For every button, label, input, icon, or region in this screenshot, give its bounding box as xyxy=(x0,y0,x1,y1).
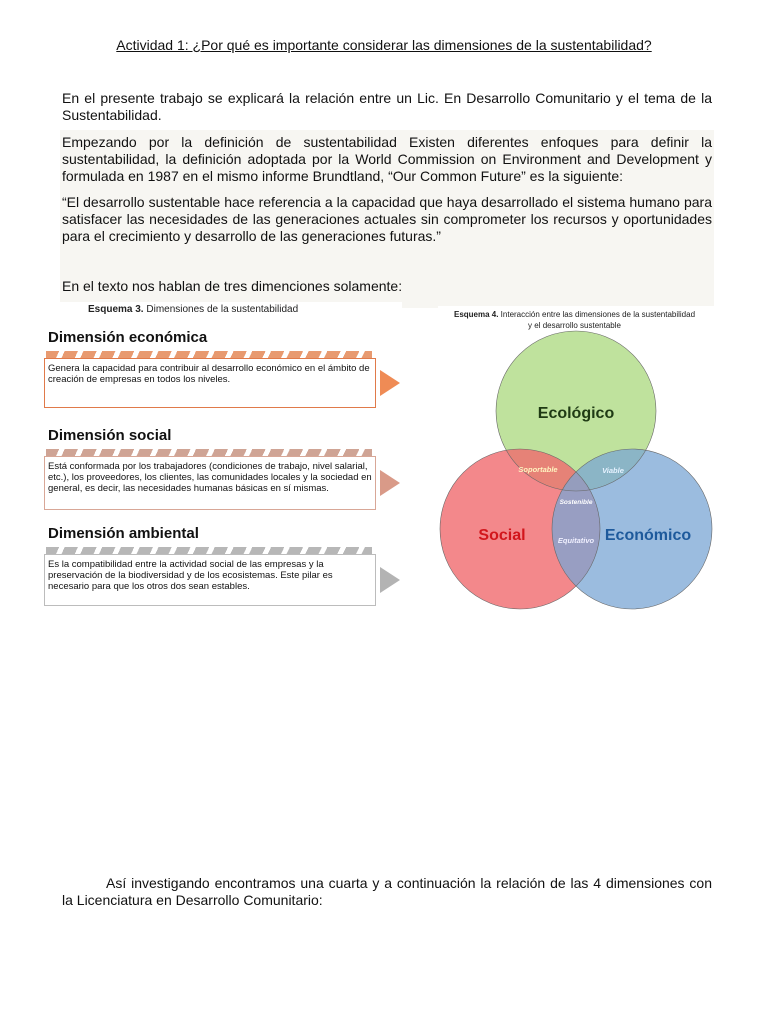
arrow-right-icon xyxy=(380,567,400,593)
venn-diagram xyxy=(438,306,714,612)
soportable-label: Soportable xyxy=(518,465,558,474)
viable-label: Viable xyxy=(602,466,624,475)
page-title: Actividad 1: ¿Por qué es importante considerar las dimensiones de la sustentabilidad? xyxy=(116,37,652,53)
scheme3-caption: Esquema 3. Dimensiones de la sustentabilidad xyxy=(88,304,299,315)
social-label: Social xyxy=(478,527,526,544)
dimension-social-box: Está conformada por los trabajadores (condiciones de trabajo, nivel salarial, etc.), los proveedores, los clientes, las comunidades locales y la sociedad en general, es decir, las necesidades humanas básicas en sí mismas. xyxy=(44,456,376,510)
dimension-social-stripe xyxy=(46,449,372,456)
paragraph-three-dimensions: En el texto nos hablan de tres dimenciones solamente: xyxy=(62,278,403,294)
dimension-economica-stripe xyxy=(46,351,372,358)
dimension-ambiental-title: Dimensión ambiental xyxy=(48,525,199,542)
paragraph-quote: “El desarrollo sustentable hace referencia a la capacidad que haya desarrollado el sistema humano para satisfacer las necesidades de las generaciones actuales sin comprometer los recursos y oportunidades para el crecimiento y desarrollo de las generaciones futuras.” xyxy=(62,194,712,244)
scheme4-caption: Esquema 4. Interacción entre las dimensiones de la sustentabilidad y el desarrollo sustentable xyxy=(453,310,696,330)
paragraph-intro: En el presente trabajo se explicará la relación entre un Lic. En Desarrollo Comunitario y el tema de la Sustentabilidad. xyxy=(62,90,712,123)
paragraph-definition: Empezando por la definición de sustentabilidad Existen diferentes enfoques para definir la sustentabilidad, la definición adoptada por la World Commission on Environment and Development y formulada en 1987 en el mismo informe Brundtland, “Our Common Future” es la siguiente: xyxy=(62,134,712,184)
dimension-ambiental-stripe xyxy=(46,547,372,554)
dimension-economica-box: Genera la capacidad para contribuir al desarrollo económico en el ámbito de creación de empresas en todos los niveles. xyxy=(44,358,376,408)
paragraph-fourth-dimension: Así investigando encontramos una cuarta y a continuación la relación de las 4 dimensiones con la Licenciatura en Desarrollo Comunitario: xyxy=(62,875,712,908)
economico-label: Económico xyxy=(604,527,692,544)
ecologico-label: Ecológico xyxy=(537,405,615,422)
dimension-ambiental-box: Es la compatibilidad entre la actividad social de las empresas y la preservación de la biodiversidad y de los ecosistemas. Este pilar es necesario para que los otros dos sean estables. xyxy=(44,554,376,606)
equitativo-label: Equitativo xyxy=(557,536,595,545)
dimension-social-title: Dimensión social xyxy=(48,427,172,444)
dimension-economica-title: Dimensión económica xyxy=(48,329,208,346)
arrow-right-icon xyxy=(380,470,400,496)
sostenible-label: Sostenible xyxy=(559,499,593,506)
arrow-right-icon xyxy=(380,370,400,396)
